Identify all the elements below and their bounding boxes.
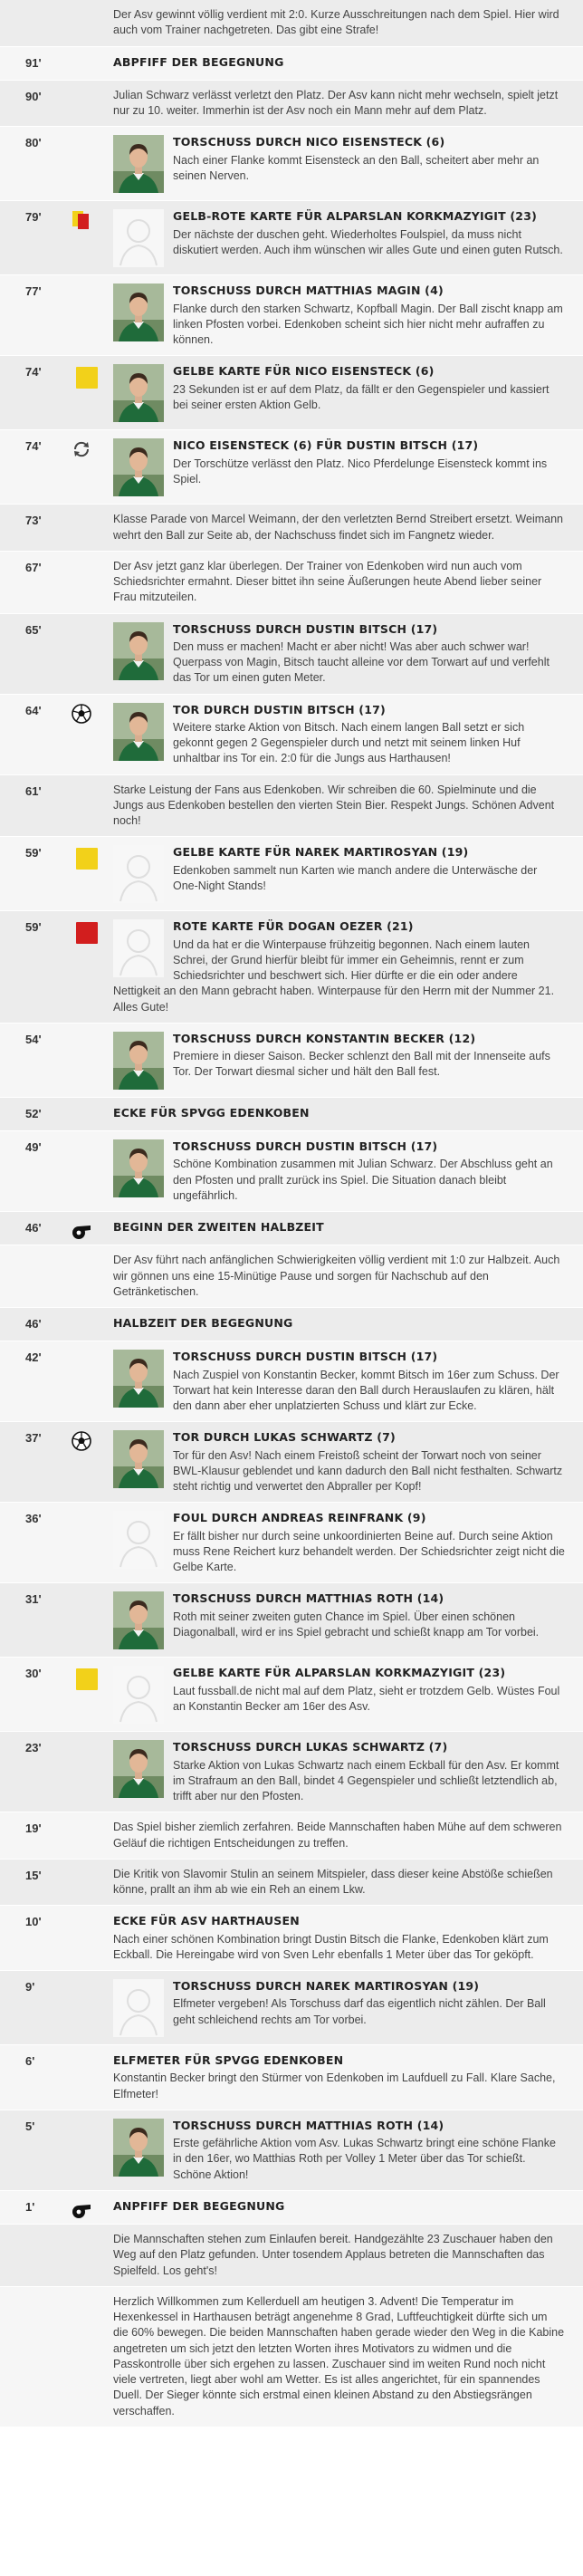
event-title: GELBE KARTE FÜR NICO EISENSTECK (6) [173, 364, 435, 379]
player-photo [113, 703, 164, 761]
event-text: Weitere starke Aktion von Bitsch. Nach einem langen Ball setzt er sich gekonnt gegen 2 Gegenspieler durch und netzt mit seinem linken Huf unhaltbar ins Tor ein. 2:0 für die Jungs aus Harthausen! [173, 720, 525, 765]
ticker-entry [0, 1658, 583, 1732]
ticker-entry [0, 1308, 583, 1341]
event-text: Die Mannschaften stehen zum Einlaufen bereit. Handgezählte 23 Zuschauer haben den Weg auf den Platz gefunden. Unter tosendem Applaus betreten die Mannschaften das Spielfeld. Los geht's! [113, 2233, 553, 2277]
minute-label: 5' [25, 2119, 35, 2133]
event-title: HALBZEIT DER BEGEGNUNG [113, 1316, 293, 1330]
event-title: NICO EISENSTECK (6) FÜR DUSTIN BITSCH (17) [173, 438, 479, 453]
yellow-red-card-icon [71, 209, 92, 231]
event-text: Der Asv führt nach anfänglichen Schwierigkeiten völlig verdient mit 1:0 zur Halbzeit. Auch wir gönnen uns eine 15-Minütige Pause und sorgen für Nachschub auf den Getränketischen. [113, 1254, 560, 1298]
event-title: ABPFIFF DER BEGEGNUNG [113, 54, 284, 69]
ticker-entry [0, 0, 583, 47]
player-photo [113, 1591, 164, 1649]
minute-label: 74' [25, 365, 42, 380]
event-text: Premiere in dieser Saison. Becker schlenzt den Ball mit der Innenseite aufs Tor. Der Torwart diesmal sicher und hält den Ball fest. [173, 1050, 550, 1079]
minute-label: 79' [25, 210, 42, 225]
minute-label: 15' [25, 1868, 42, 1882]
ticker-entry [0, 775, 583, 838]
yellow-card-icon [76, 848, 98, 870]
minute-label: 77' [25, 284, 42, 299]
event-text: Erste gefährliche Aktion vom Asv. Lukas Schwartz bringt eine schöne Flanke in den 16er, wo Matthias Roth per Volley 1 Meter über das Tor schießt. Schöne Aktion! [173, 2137, 556, 2181]
event-text: Der Asv gewinnt völlig verdient mit 2:0. Kurze Ausschreitungen nach dem Spiel. Hier wird auch vom Trainer nachgetreten. Das gibt eine Strafe! [113, 8, 559, 37]
minute-label: 46' [25, 1221, 42, 1235]
yellow-card-icon [76, 1668, 98, 1690]
minute-label: 1' [25, 2199, 35, 2214]
ticker-entry [0, 2191, 583, 2225]
ticker-entry [0, 47, 583, 81]
minute-label: 65' [25, 622, 42, 637]
minute-label: 31' [25, 1592, 42, 1607]
ticker-entry [0, 1245, 583, 1308]
event-title: GELB-ROTE KARTE FÜR ALPARSLAN KORKMAZYIGIT (23) [173, 209, 538, 224]
ticker-entry [0, 911, 583, 1024]
minute-label: 6' [25, 2054, 35, 2068]
event-title: ECKE FÜR ASV HARTHAUSEN [113, 1914, 300, 1928]
event-title: TOR DURCH LUKAS SCHWARTZ (7) [173, 1430, 396, 1445]
event-title: GELBE KARTE FÜR ALPARSLAN KORKMAZYIGIT (23) [173, 1666, 506, 1680]
ticker-entry [0, 505, 583, 552]
ticker-entry [0, 127, 583, 201]
player-placeholder-avatar [113, 845, 164, 903]
event-title: TORSCHUSS DURCH DUSTIN BITSCH (17) [173, 621, 438, 636]
event-title: FOUL DURCH ANDREAS REINFRANK (9) [173, 1511, 426, 1525]
minute-label: 10' [25, 1915, 42, 1929]
ticker-entry [0, 2045, 583, 2110]
ticker-entry [0, 2287, 583, 2427]
ticker-entry [0, 81, 583, 128]
minute-label: 54' [25, 1032, 42, 1046]
minute-label: 59' [25, 846, 42, 860]
substitution-icon [71, 438, 92, 460]
player-photo [113, 1740, 164, 1798]
ticker-entry [0, 1906, 583, 1971]
player-photo [113, 1032, 164, 1090]
player-placeholder-avatar [113, 1666, 164, 1724]
ticker-entry [0, 837, 583, 911]
ticker-entry [0, 695, 583, 775]
event-title: ANPFIFF DER BEGEGNUNG [113, 2198, 285, 2213]
ticker-entry [0, 1503, 583, 1583]
event-text: Die Kritik von Slavomir Stulin an seinem Mitspieler, dass dieser keine Abstöße schießen könne, prallt an ihm ab wie ein Reh an einem Lkw. [113, 1867, 553, 1896]
ticker-entry [0, 201, 583, 275]
minute-label: 80' [25, 136, 42, 150]
ticker-entry [0, 614, 583, 695]
ticker-entry [0, 356, 583, 430]
whistle-icon [71, 1220, 92, 1242]
event-text: Nach Zuspiel von Konstantin Becker, kommt Bitsch im 16er zum Schuss. Der Torwart hat kein Interesse daran den Ball durch Herauslaufen zu klären, hält den dann aber eher unplatzierten Schuss und klärt zur Ecke. [173, 1368, 559, 1412]
event-title: TOR DURCH DUSTIN BITSCH (17) [173, 702, 386, 716]
event-title: TORSCHUSS DURCH MATTHIAS MAGIN (4) [173, 284, 444, 298]
event-title: ECKE FÜR SPVGG EDENKOBEN [113, 1105, 310, 1120]
event-text: Und da hat er die Winterpause frühzeitig begonnen. Nach einem lauten Schrei, der Grund hierfür bleibt für immer ein Geheimnis, rennt er zum Schiedsrichter und beschwert sich. Hier dürfte er die ein oder andere Nettigkeit an den Mann gebracht haben. Winterpause für den Herrn mit der Nummer 21. Alles Gute! [113, 937, 555, 1014]
minute-label: 64' [25, 703, 42, 717]
event-text: Der nächste der duschen geht. Wiederholtes Foulspiel, da muss nicht diskutiert werden. Auch ihm wünschen wir alles Gute und einen guten Rutsch. [173, 227, 563, 256]
event-text: 23 Sekunden ist er auf dem Platz, da fällt er den Gegenspieler und kassiert bei seiner ersten Aktion Gelb. [173, 382, 550, 411]
player-photo [113, 1139, 164, 1197]
event-text: Klasse Parade von Marcel Weimann, der den verletzten Bernd Streibert ersetzt. Weimann wehrt den Ball zur Seite ab, der Nachschuss findet sich im Fangnetz wieder. [113, 513, 563, 542]
ticker-entry [0, 1024, 583, 1098]
minute-label: 67' [25, 560, 42, 574]
minute-label: 52' [25, 1106, 42, 1120]
ticker-entry [0, 1860, 583, 1907]
player-photo [113, 622, 164, 680]
minute-label: 74' [25, 439, 42, 454]
event-text: Konstantin Becker bringt den Stürmer von Edenkoben im Laufduell zu Fall. Klare Sache, Elfmeter! [113, 2071, 556, 2100]
player-placeholder-avatar [113, 209, 164, 267]
ticker-entry [0, 1583, 583, 1658]
event-text: Starke Leistung der Fans aus Edenkoben. Wir schreiben die 60. Spielminute und die Jungs aus Edenkoben bestellen den vierten Stein Bier. Respekt Jungs. Schönen Advent noch! [113, 783, 555, 827]
ticker-entry [0, 1131, 583, 1212]
minute-label: 46' [25, 1317, 42, 1331]
event-title: TORSCHUSS DURCH DUSTIN BITSCH (17) [173, 1139, 438, 1153]
minute-label: 90' [25, 89, 42, 103]
minute-label: 91' [25, 55, 42, 70]
ticker-entry [0, 1971, 583, 2045]
minute-label: 36' [25, 1512, 42, 1526]
event-text: Das Spiel bisher ziemlich zerfahren. Beide Mannschaften haben Mühe auf dem schweren Geläuf die richtigen Entscheidungen zu treffen. [113, 1821, 562, 1850]
event-title: TORSCHUSS DURCH NICO EISENSTECK (6) [173, 135, 445, 149]
minute-label: 19' [25, 1821, 42, 1836]
minute-label: 23' [25, 1741, 42, 1755]
player-photo [113, 2119, 164, 2177]
event-text: Nach einer Flanke kommt Eisensteck an den Ball, scheitert aber mehr an seinen Nerven. [173, 153, 540, 182]
minute-label: 59' [25, 920, 42, 935]
event-text: Julian Schwarz verlässt verletzt den Platz. Der Asv kann nicht mehr wechseln, spielt jetzt nur zu 10. weiter. Immerhin ist der Asv noch ein Mann mehr auf dem Platz. [113, 88, 559, 117]
event-title: ROTE KARTE FÜR DOGAN OEZER (21) [173, 919, 414, 934]
minute-label: 30' [25, 1667, 42, 1681]
event-text: Edenkoben sammelt nun Karten wie manch andere die Unterwäsche der One-Night Stands! [173, 863, 538, 892]
player-placeholder-avatar [113, 1979, 164, 2037]
player-placeholder-avatar [113, 1511, 164, 1569]
soccer-ball-icon [71, 703, 92, 725]
event-text: Schöne Kombination zusammen mit Julian Schwarz. Der Abschluss geht an den Pfosten und prallt zurück ins Spiel. Die Situation danach bleibt ungefährlich. [173, 1158, 553, 1202]
event-text: Er fällt bisher nur durch seine unkoordinierten Beine auf. Durch seine Aktion muss Rene Reichert kurz behandelt werden. Der Schiedsrichter zeigt nicht die Gelbe Karte. [173, 1529, 565, 1573]
yellow-card-icon [76, 367, 98, 389]
event-text: Der Torschütze verlässt den Platz. Nico Pferdelunge Eisensteck kommt ins Spiel. [173, 457, 548, 485]
player-photo [113, 135, 164, 193]
whistle-icon [71, 2199, 92, 2221]
event-title: TORSCHUSS DURCH MATTHIAS ROTH (14) [173, 1591, 444, 1606]
event-text: Herzlich Willkommen zum Kellerduell am heutigen 3. Advent! Die Temperatur im Hexenkessel in Harthausen beträgt angenehme 8 Grad, Luftfeuchtigkeit dürfte sich um die 60% bewegen. Die beiden Mannschaften haben gerade wieder den Weg in die Kabine angetreten um sich jetzt den letzten Worten ihres Motivators zu widmen und die Passkontrolle über sich ergehen zu lassen. Zuschauer sind im weiten Rund noch nicht viele vertreten, liegt aber wohl am Wetter. Es ist alles angerichtet, für ein spannendes Duell. Der Sieger könnte sich erstmal einen kleinen Abstand zu den Abstiegsrängen verschaffen. [113, 2294, 565, 2417]
event-text: Der Asv jetzt ganz klar überlegen. Der Trainer von Edenkoben wird nun auch vom Schiedsrichter ermahnt. Dieser bittet ihn seine Äußerungen heute Abend lieber seiner Frau mitzuteilen. [113, 559, 542, 604]
event-text: Tor für den Asv! Nach einem Freistoß scheint der Torwart noch von seiner BWL-Klausur geblendet und kann dadurch den Ball nicht festhalten. Schwartz steht richtig und verwertet den Abpraller per Kopf! [173, 1448, 563, 1493]
event-title: TORSCHUSS DURCH DUSTIN BITSCH (17) [173, 1350, 438, 1364]
event-text: Roth mit seiner zweiten guten Chance im Spiel. Über einen schönen Diagonalball, wird er ins Spiel gebracht und schießt knapp am Tor vorbei. [173, 1610, 540, 1639]
player-photo [113, 284, 164, 341]
ticker-entry [0, 1732, 583, 1812]
minute-label: 61' [25, 783, 42, 798]
minute-label: 73' [25, 514, 42, 528]
soccer-ball-icon [71, 1430, 92, 1452]
minute-label: 42' [25, 1350, 42, 1365]
event-title: TORSCHUSS DURCH LUKAS SCHWARTZ (7) [173, 1740, 448, 1754]
ticker-entry [0, 275, 583, 356]
event-title: TORSCHUSS DURCH MATTHIAS ROTH (14) [173, 2118, 444, 2132]
ticker-entry [0, 430, 583, 505]
event-text: Den muss er machen! Macht er aber nicht! Was aber auch schwer war! Querpass von Magin, Bitsch taucht alleine vor dem Torwart auf und verfehlt das Tor um einen guten Meter. [173, 639, 550, 685]
ticker-entry [0, 1212, 583, 1245]
event-title: ELFMETER FÜR SPVGG EDENKOBEN [113, 2053, 344, 2067]
ticker-entry [0, 552, 583, 614]
ticker-entry [0, 1098, 583, 1131]
event-title: GELBE KARTE FÜR NAREK MARTIROSYAN (19) [173, 845, 469, 860]
ticker-entry [0, 2110, 583, 2191]
event-text: Elfmeter vergeben! Als Torschuss darf das eigentlich nicht zählen. Der Ball geht schleichend rechts am Tor vorbei. [173, 1997, 546, 2026]
event-text: Starke Aktion von Lukas Schwartz nach einem Eckball für den Asv. Er kommt im Strafraum an den Ball, bindet 4 Gegenspieler und schließt letztendlich ab, trifft aber nur den Pfosten. [173, 1758, 559, 1802]
ticker-entry [0, 1422, 583, 1503]
player-photo [113, 438, 164, 496]
event-text: Flanke durch den starken Schwartz, Kopfball Magin. Der Ball zischt knapp am linken Pfosten vorbei. Edenkoben scheint sich hier nicht mehr aufraffen zu können. [173, 302, 563, 346]
player-photo [113, 1430, 164, 1488]
event-title: BEGINN DER ZWEITEN HALBZEIT [113, 1220, 324, 1234]
red-card-icon [76, 922, 98, 944]
ticker-entry [0, 1812, 583, 1860]
event-text: Laut fussball.de nicht mal auf dem Platz, sieht er trotzdem Gelb. Wüstes Foul an Konstantin Becker am 16er des Asv. [173, 1684, 560, 1713]
player-placeholder-avatar [113, 919, 164, 977]
minute-label: 49' [25, 1140, 42, 1154]
event-title: TORSCHUSS DURCH NAREK MARTIROSYAN (19) [173, 1979, 480, 1993]
player-photo [113, 364, 164, 422]
ticker-entry [0, 2225, 583, 2287]
minute-label: 9' [25, 1980, 35, 1994]
minute-label: 37' [25, 1431, 42, 1446]
player-photo [113, 1350, 164, 1408]
event-title: TORSCHUSS DURCH KONSTANTIN BECKER (12) [173, 1031, 476, 1045]
ticker-entry [0, 1341, 583, 1422]
event-text: Nach einer schönen Kombination bringt Dustin Bitsch die Flanke, Edenkoben klärt zum Eckball. Die Hereingabe wird von Sven Lehr ebenfalls 1 Meter über das Tor geköpft. [113, 1932, 549, 1961]
